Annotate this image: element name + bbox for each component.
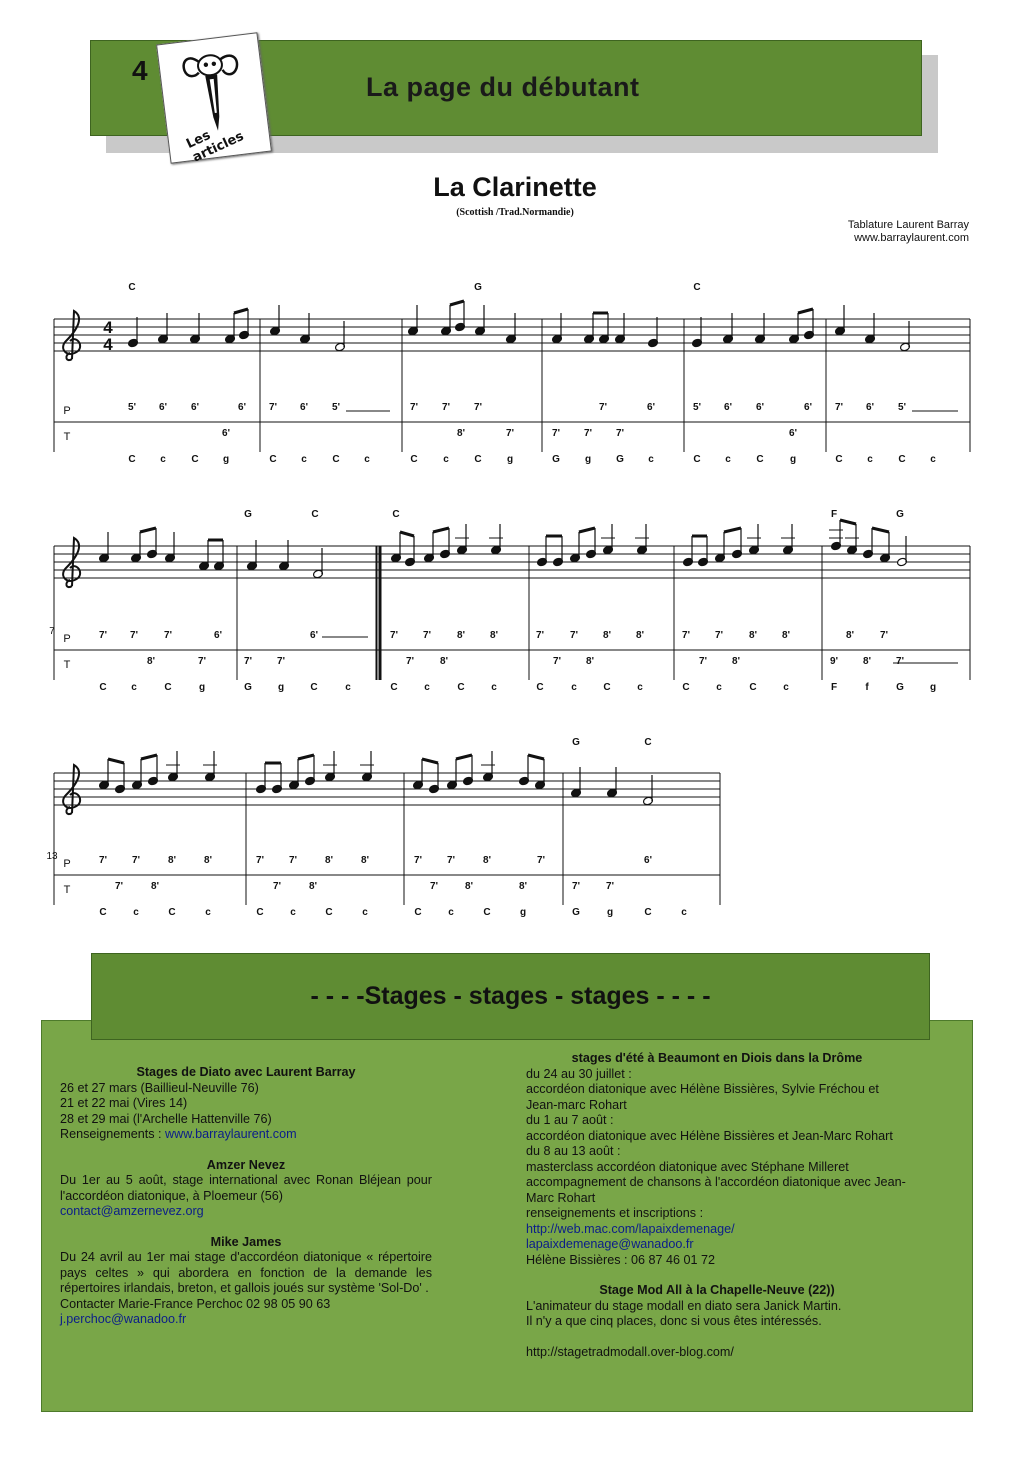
push-button-number: 6' xyxy=(238,402,246,413)
push-button-number: 8' xyxy=(325,855,333,866)
pull-button-number: 7' xyxy=(584,428,592,439)
bass-note: g xyxy=(584,454,592,465)
header-title: La page du débutant xyxy=(366,72,640,102)
push-button-number: 8' xyxy=(603,630,611,641)
bass-note: C xyxy=(693,454,701,465)
push-button-number: 5' xyxy=(693,402,701,413)
row-label-t: T xyxy=(63,884,71,896)
bass-note: c xyxy=(648,454,654,465)
row-label-t: T xyxy=(63,659,71,671)
push-button-number: 5' xyxy=(332,402,340,413)
push-button-number: 6' xyxy=(804,402,812,413)
chord-symbol: C xyxy=(644,737,652,748)
stage-heading: stages d'été à Beaumont en Diois dans la Drôme xyxy=(571,1051,863,1065)
bass-note: c xyxy=(205,907,211,918)
credit-website: www.barraylaurent.com xyxy=(854,232,969,244)
push-button-number: 8' xyxy=(483,855,491,866)
pull-button-number: 8' xyxy=(586,656,594,667)
pull-button-number: 7' xyxy=(572,881,580,892)
song-title: La Clarinette xyxy=(433,172,597,202)
stage-line: masterclass accordéon diatonique avec Stéphane Milleret accompagnement de chansons à l'accordéon diatonique avec Jean-Marc Rohart xyxy=(526,1159,906,1205)
bass-note: c xyxy=(362,907,368,918)
push-button-number: 8' xyxy=(749,630,757,641)
push-button-number: 6' xyxy=(191,402,199,413)
note-beam xyxy=(108,759,124,763)
bass-note: G xyxy=(572,907,580,918)
push-button-number: 7' xyxy=(99,855,107,866)
bass-note: g xyxy=(929,682,937,693)
stage-line: L'animateur du stage modall en diato sera Janick Martin. xyxy=(526,1298,842,1313)
pull-button-number: 8' xyxy=(309,881,317,892)
push-button-number: 6' xyxy=(310,630,318,641)
push-button-number: 7' xyxy=(256,855,264,866)
bass-note: c xyxy=(301,454,307,465)
treble-clef-icon xyxy=(63,765,80,814)
bass-note: G xyxy=(616,454,624,465)
push-button-number: 8' xyxy=(846,630,854,641)
bass-note: C xyxy=(191,454,199,465)
note-beam xyxy=(872,528,889,532)
pull-button-number: 8' xyxy=(863,656,871,667)
push-button-number: 7' xyxy=(474,402,482,413)
bass-note: C xyxy=(390,682,398,693)
bass-note: C xyxy=(269,454,277,465)
stage-link-line xyxy=(526,1237,908,1253)
push-button-number: 7' xyxy=(164,630,172,641)
note-beam xyxy=(140,528,156,532)
bass-note: c xyxy=(345,682,351,693)
pull-button-number: 8' xyxy=(457,428,465,439)
stage-link[interactable]: www.barraylaurent.com xyxy=(165,1127,297,1141)
note-beam xyxy=(141,755,157,759)
bass-note: c xyxy=(930,454,936,465)
push-button-number: 7' xyxy=(835,402,843,413)
pull-button-number: 8' xyxy=(151,881,159,892)
stage-line: accordéon diatonique avec Hélène Bissières, Sylvie Fréchou et Jean-marc Rohart xyxy=(526,1082,879,1112)
bass-note: c xyxy=(131,682,137,693)
stage-link[interactable]: lapaixdemenage@wanadoo.fr xyxy=(526,1237,694,1251)
push-button-number: 7' xyxy=(570,630,578,641)
stage-line: 21 et 22 mai (Vires 14) xyxy=(60,1096,188,1110)
tab-system xyxy=(46,737,720,918)
pull-button-number: 7' xyxy=(616,428,624,439)
bass-note: g xyxy=(222,454,230,465)
push-button-number: 8' xyxy=(361,855,369,866)
stage-line: renseignements et inscriptions : xyxy=(526,1206,704,1220)
credit-author: Tablature Laurent Barray xyxy=(847,219,969,231)
chord-symbol: G xyxy=(244,509,252,520)
pull-button-number: 7' xyxy=(406,656,414,667)
page-number: 4 xyxy=(132,55,148,86)
bass-note: C xyxy=(835,454,843,465)
treble-clef-icon xyxy=(63,311,80,360)
chord-symbol: G xyxy=(572,737,580,748)
pull-button-number: 6' xyxy=(222,428,230,439)
push-button-number: 7' xyxy=(410,402,418,413)
bass-note: c xyxy=(571,682,577,693)
push-button-number: 7' xyxy=(390,630,398,641)
bass-note: C xyxy=(603,682,611,693)
spacer xyxy=(526,1330,908,1345)
stage-link-line xyxy=(526,1222,908,1238)
stage-line: accordéon diatonique avec Hélène Bissières et Jean-Marc Rohart xyxy=(526,1128,893,1143)
stage-line: du 1 au 7 août : xyxy=(526,1113,614,1127)
bass-note: C xyxy=(256,907,264,918)
note-beam xyxy=(400,532,414,536)
push-button-number: 7' xyxy=(682,630,690,641)
push-button-number: 7' xyxy=(269,402,277,413)
pull-button-number: 7' xyxy=(552,428,560,439)
row-label-p: P xyxy=(63,405,71,417)
pull-button-number: 6' xyxy=(789,428,797,439)
push-button-number: 6' xyxy=(756,402,764,413)
bass-note: g xyxy=(277,682,285,693)
stages-title: - - - -Stages - stages - stages - - - - xyxy=(310,982,711,1010)
push-button-number: 7' xyxy=(537,855,545,866)
push-button-number: 6' xyxy=(647,402,655,413)
stage-heading: Stage Mod All à la Chapelle-Neuve (22)) xyxy=(599,1283,835,1297)
bass-note: C xyxy=(99,907,107,918)
push-button-number: 7' xyxy=(130,630,138,641)
bass-note: c xyxy=(716,682,722,693)
note-beam xyxy=(798,309,813,313)
bass-note: c xyxy=(491,682,497,693)
badge-label: Les articles xyxy=(184,127,247,166)
bass-note: G xyxy=(244,682,252,693)
pull-button-number: 8' xyxy=(440,656,448,667)
bass-note: C xyxy=(898,454,906,465)
bass-note: C xyxy=(414,907,422,918)
bass-note: f xyxy=(865,682,869,693)
bass-note: c xyxy=(160,454,166,465)
bass-note: c xyxy=(424,682,430,693)
stage-line: 28 et 29 mai (l'Archelle Hattenville 76) xyxy=(60,1111,272,1126)
push-button-number: 8' xyxy=(782,630,790,641)
row-label-p: P xyxy=(63,858,71,870)
pull-button-number: 7' xyxy=(273,881,281,892)
stages-right-column xyxy=(526,1051,908,1360)
chord-symbol: G xyxy=(474,282,482,293)
push-button-number: 7' xyxy=(880,630,888,641)
push-button-number: 7' xyxy=(423,630,431,641)
stages-left-column xyxy=(60,1065,432,1328)
note-beam xyxy=(528,755,544,759)
bass-note: c xyxy=(783,682,789,693)
bass-note: c xyxy=(443,454,449,465)
spacer xyxy=(526,1268,908,1283)
tab-system xyxy=(54,282,970,465)
pull-button-number: 7' xyxy=(699,656,707,667)
pull-button-number: 7' xyxy=(277,656,285,667)
bass-note: C xyxy=(99,682,107,693)
row-label-p: P xyxy=(63,633,71,645)
bass-note: C xyxy=(682,682,690,693)
push-button-number: 8' xyxy=(168,855,176,866)
bass-note: g xyxy=(519,907,527,918)
stage-link[interactable]: j.perchoc@wanadoo.fr xyxy=(60,1312,187,1326)
spacer xyxy=(60,1220,432,1235)
note-beam xyxy=(724,528,741,532)
stage-line: du 24 au 30 juillet : xyxy=(526,1066,632,1081)
bass-note: c xyxy=(681,907,687,918)
stage-text: Du 1er au 5 août, stage international avec Ronan Bléjean pour l'accordéon diatonique, à Ploemeur (56) xyxy=(60,1173,432,1203)
pull-button-number: 7' xyxy=(553,656,561,667)
bass-note: C xyxy=(756,454,764,465)
chord-symbol: C xyxy=(392,509,400,520)
pull-button-number: 8' xyxy=(147,656,155,667)
push-button-number: 5' xyxy=(128,402,136,413)
push-button-number: 7' xyxy=(599,402,607,413)
link-prefix: Renseignements : xyxy=(60,1127,166,1141)
bass-note: c xyxy=(725,454,731,465)
stage-link[interactable]: contact@amzernevez.org xyxy=(60,1204,204,1218)
note-beam xyxy=(456,755,472,759)
bass-note: C xyxy=(310,682,318,693)
pull-button-number: 9' xyxy=(830,656,838,667)
note-beam xyxy=(840,520,856,524)
bass-note: g xyxy=(789,454,797,465)
push-button-number: 6' xyxy=(214,630,222,641)
push-button-number: 8' xyxy=(204,855,212,866)
push-button-number: 7' xyxy=(132,855,140,866)
push-button-number: 7' xyxy=(99,630,107,641)
push-button-number: 7' xyxy=(447,855,455,866)
note-beam xyxy=(234,309,248,313)
bass-note: c xyxy=(637,682,643,693)
system-number: 13 xyxy=(46,851,58,862)
push-button-number: 5' xyxy=(898,402,906,413)
push-button-number: 6' xyxy=(644,855,652,866)
time-signature-top: 4 xyxy=(103,318,113,337)
pull-button-number: 8' xyxy=(465,881,473,892)
bass-note: C xyxy=(483,907,491,918)
treble-clef-icon xyxy=(63,538,80,587)
stage-line: 26 et 27 mars (Baillieul-Neuville 76) xyxy=(60,1080,259,1095)
bass-note: c xyxy=(133,907,139,918)
stage-text: Contacter Marie-France Perchoc 02 98 05 90 63 xyxy=(60,1296,331,1311)
push-button-number: 7' xyxy=(536,630,544,641)
chord-symbol: G xyxy=(896,509,904,520)
bass-note: F xyxy=(830,682,838,693)
push-button-number: 7' xyxy=(289,855,297,866)
row-label-t: T xyxy=(63,431,71,443)
spacer xyxy=(60,1143,432,1158)
bass-note: g xyxy=(506,454,514,465)
stage-line: du 8 au 13 août : xyxy=(526,1144,621,1158)
bass-note: C xyxy=(749,682,757,693)
bass-note: c xyxy=(867,454,873,465)
system-number: 7 xyxy=(49,626,55,637)
push-button-number: 6' xyxy=(724,402,732,413)
stage-line: Hélène Bissières : 06 87 46 01 72 xyxy=(526,1252,716,1267)
bass-note: G xyxy=(552,454,560,465)
song-subtitle: (Scottish /Trad.Normandie) xyxy=(456,207,574,218)
chord-symbol: C xyxy=(128,282,136,293)
note-beam xyxy=(579,528,595,532)
bass-note: g xyxy=(198,682,206,693)
push-button-number: 7' xyxy=(715,630,723,641)
bass-note: C xyxy=(128,454,136,465)
stage-text: Du 24 avril au 1er mai stage d'accordéon diatonique « répertoire pays celtes » qui abordera en fonction de la demande les répertoires irlandais, breton, et gallois joués sur système 'Sol-Do' . xyxy=(60,1250,432,1295)
stage-line: http://stagetradmodall.over-blog.com/ xyxy=(526,1344,734,1359)
bass-note: c xyxy=(448,907,454,918)
bass-note: c xyxy=(364,454,370,465)
tab-system xyxy=(49,509,970,693)
bass-note: C xyxy=(474,454,482,465)
stage-link-line xyxy=(60,1127,432,1143)
pull-button-number: 7' xyxy=(115,881,123,892)
bass-note: C xyxy=(457,682,465,693)
bass-note: c xyxy=(290,907,296,918)
push-button-number: 8' xyxy=(490,630,498,641)
stage-link-line xyxy=(60,1204,432,1220)
pull-button-number: 7' xyxy=(506,428,514,439)
chord-symbol: C xyxy=(693,282,701,293)
pull-button-number: 7' xyxy=(198,656,206,667)
push-button-number: 6' xyxy=(159,402,167,413)
pull-button-number: 8' xyxy=(732,656,740,667)
pull-button-number: 8' xyxy=(519,881,527,892)
push-button-number: 6' xyxy=(866,402,874,413)
note-beam xyxy=(422,759,438,763)
stage-heading: Stages de Diato avec Laurent Barray xyxy=(136,1065,356,1079)
pull-button-number: 7' xyxy=(430,881,438,892)
bass-note: C xyxy=(536,682,544,693)
stage-line: Il n'y a que cinq places, donc si vous êtes intéressés. xyxy=(526,1314,822,1328)
bass-note: G xyxy=(896,682,904,693)
push-button-number: 7' xyxy=(414,855,422,866)
note-beam xyxy=(450,301,464,305)
stage-heading: Mike James xyxy=(210,1234,282,1249)
push-button-number: 7' xyxy=(442,402,450,413)
stage-link[interactable]: http://web.mac.com/lapaixdemenage/ xyxy=(526,1221,735,1236)
pull-button-number: 7' xyxy=(896,656,904,667)
stage-heading: Amzer Nevez xyxy=(206,1157,286,1172)
chord-symbol: F xyxy=(830,509,838,520)
bass-note: C xyxy=(644,907,652,918)
note-beam xyxy=(433,528,449,532)
pull-button-number: 7' xyxy=(606,881,614,892)
bass-note: C xyxy=(325,907,333,918)
push-button-number: 8' xyxy=(457,630,465,641)
chord-symbol: C xyxy=(311,509,319,520)
push-button-number: 8' xyxy=(636,630,644,641)
bass-note: C xyxy=(164,682,172,693)
time-signature-bottom: 4 xyxy=(103,335,113,354)
bass-note: C xyxy=(410,454,418,465)
bass-note: g xyxy=(606,907,614,918)
stage-link-line xyxy=(60,1312,432,1328)
bass-note: C xyxy=(168,907,176,918)
bass-note: C xyxy=(332,454,340,465)
note-beam xyxy=(298,755,314,759)
push-button-number: 6' xyxy=(300,402,308,413)
pull-button-number: 7' xyxy=(244,656,252,667)
